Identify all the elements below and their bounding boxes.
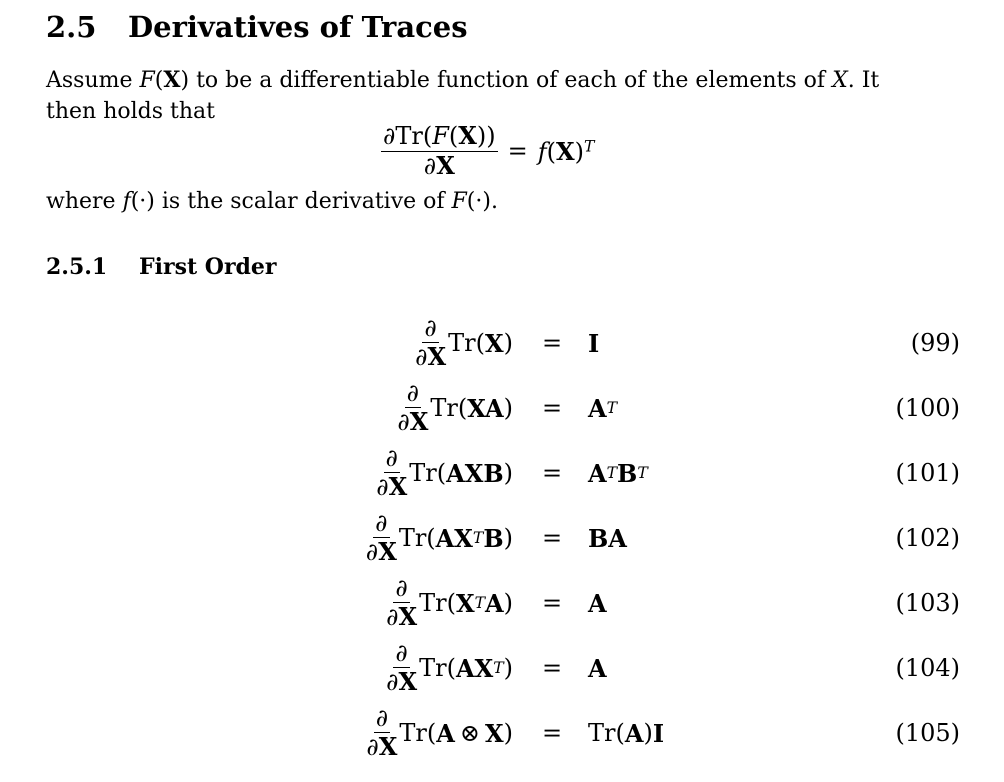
equation-lhs: $\frac{\partial}{\partial X}$ Tr( X T A ): [386, 573, 513, 631]
intro-text-7: .: [490, 189, 498, 214]
equation-number: (101): [895, 459, 960, 487]
equation-rhs: I: [588, 328, 600, 358]
equation-number: (102): [895, 524, 960, 552]
section-heading: [46, 10, 468, 44]
math-F-dot: F(·): [451, 189, 491, 214]
equals-sign: =: [541, 394, 563, 422]
equals-sign: =: [541, 524, 563, 552]
equation-row: [0, 508, 1004, 568]
equals-sign: =: [541, 719, 563, 747]
intro-text-1: Assume: [46, 68, 133, 93]
equation-rhs: BA: [588, 523, 627, 553]
intro-text-6: is the scalar derivative of: [161, 189, 445, 214]
display-denominator: ∂X: [423, 150, 455, 180]
section-number: 2.5: [46, 10, 97, 44]
math-F-of-X: F(X): [139, 67, 190, 93]
equation-lhs: $\frac{\partial}{\partial X}$ Tr( A ⊗ X ): [366, 703, 513, 761]
equals-sign: =: [541, 459, 563, 487]
math-f-dot: f(·): [122, 189, 155, 214]
intro-text-5: where: [46, 189, 116, 214]
subsection-number: 2.5.1: [46, 254, 108, 280]
equation-rhs: Tr( A ) I: [588, 718, 665, 748]
intro-text-2: to be a differentiable function of each of the elements of: [196, 68, 826, 93]
equation-rhs: A T B T: [588, 458, 648, 488]
equation-row: [0, 378, 1004, 438]
equation-number: (105): [895, 719, 960, 747]
display-equation: [381, 118, 594, 184]
equation-row: [0, 703, 1004, 763]
intro-line-2: [46, 96, 215, 128]
equation-lhs: $\frac{\partial}{\partial X}$ Tr( XA ): [397, 378, 513, 436]
equation-number: (100): [895, 394, 960, 422]
intro-text-3: . It: [847, 68, 880, 93]
equation-row: [0, 573, 1004, 633]
equation-lhs: $\frac{\partial}{\partial X}$ Tr( X ): [415, 313, 513, 371]
subsection-title: First Order: [139, 254, 277, 280]
section-title: Derivatives of Traces: [128, 10, 468, 44]
display-numerator: ∂Tr(F(X)): [383, 121, 496, 151]
equals-sign: =: [541, 329, 563, 357]
subsection-heading: [46, 254, 277, 280]
equals-sign: =: [541, 654, 563, 682]
equation-rhs: A T: [588, 393, 618, 423]
display-rhs: $f(X)^T$: [537, 136, 595, 166]
where-line: [46, 186, 498, 218]
equation-rhs: A: [588, 588, 607, 618]
equation-row: [0, 638, 1004, 698]
equation-row: [0, 443, 1004, 503]
equation-lhs: $\frac{\partial}{\partial X}$ Tr( AX T ): [386, 638, 513, 696]
equals-sign: =: [507, 137, 528, 165]
intro-line-1: [46, 64, 879, 97]
equals-sign: =: [541, 589, 563, 617]
equation-number: (103): [895, 589, 960, 617]
equation-rhs: A: [588, 653, 607, 683]
equation-lhs: $\frac{\partial}{\partial X}$ Tr( AXB ): [376, 443, 513, 501]
equation-lhs: $\frac{\partial}{\partial X}$ Tr( AX T B ): [365, 508, 513, 566]
equation-number: (104): [895, 654, 960, 682]
equation-row: [0, 313, 1004, 373]
math-X: X: [832, 68, 848, 93]
intro-text-4: then holds that: [46, 99, 215, 124]
equation-number: (99): [910, 329, 960, 357]
display-fraction: [381, 123, 498, 178]
